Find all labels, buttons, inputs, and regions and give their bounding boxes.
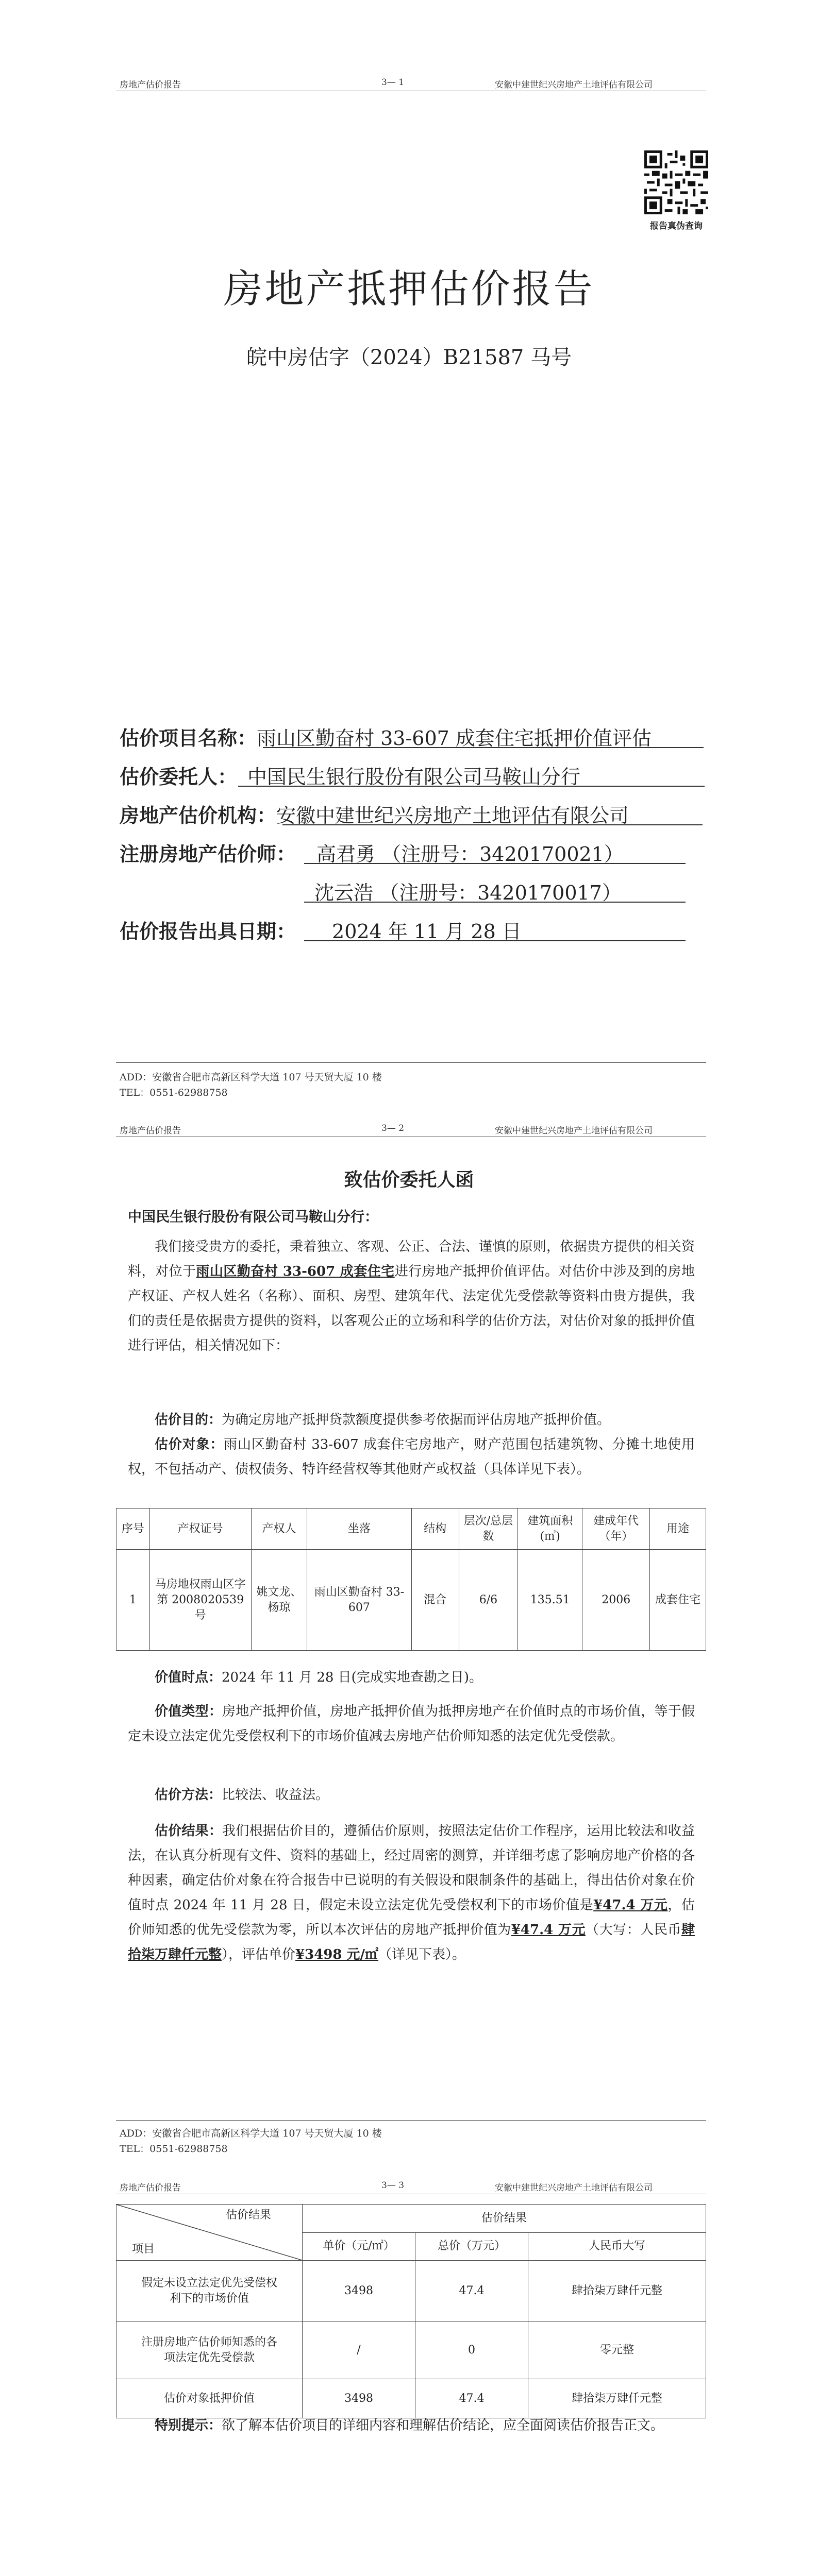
underline [304,902,686,903]
table-row [116,1550,706,1651]
results-table [116,2204,706,2418]
table-cell: 肆拾柒万肆仟元整 [528,2379,706,2418]
report-number: 皖中房估字（2024）B21587 马号 [246,346,572,369]
result-text: （大写：人民币 [586,1922,681,1938]
table-header-cell: 结构 [411,1509,459,1550]
page-header-number: 3— 1 [381,77,405,88]
table-cell: 零元整 [528,2321,706,2379]
method-text: 比较法、收益法。 [222,1787,329,1803]
intro-text-cont: 进行房地产抵押价值评估。对估价中涉及到的房地产权证、产权人姓名（名称）、面积、房型、建筑年代、法定优先受偿款等资料由贵方提供，我们的责任是依据贵方提供的资料，以客观公正的立场和科学的估价方法，对估价对象的抵押价值进行评估，相关情况如下： [128,1264,695,1353]
table-header-cell: 产权证号 [149,1509,251,1550]
result-text: 我们根据估价目的，遵循估价原则，按照法定估价工作程序，运用比较法和收益法，在认真分析现有文件、资料的基础上，经过周密的测算，并详细考虑了影响房地产价格的各种因素，确定估价对象在符合报告中已说明的有关假设和限制条件的基础上，得出估价对象在价值时点 2024 年 11 月 28 日，假定未设立法定优先受偿权利下的市场价值是 [128,1823,695,1913]
agency-label: 房地产估价机构： [120,804,277,827]
letter-paragraph-intro [128,1234,695,1358]
report-title: 房地产抵押估价报告 [223,266,595,312]
underline [304,940,686,941]
underline [304,863,686,864]
qr-code-label: 报告真伪查询 [650,221,703,231]
value-date-label: 价值时点： [155,1670,222,1685]
notice-text: 欲了解本估价项目的详细内容和理解估价结论，应全面阅读估价报告正文。 [222,2418,664,2433]
purpose-paragraph [128,1408,695,1432]
table-cell: 估价对象抵押价值 [116,2379,303,2418]
client-value: 中国民生银行股份有限公司马鞍山分行 [247,766,581,788]
results-table-header [116,2205,706,2233]
table-cell: 47.4 [415,2379,528,2418]
table-header-cell: 序号 [116,1509,150,1550]
underline [238,786,705,787]
page-header-company: 安徽中建世纪兴房地产土地评估有限公司 [495,1126,653,1136]
appraiser-label: 注册房地产估价师： [120,842,296,866]
page-header-company: 安徽中建世纪兴房地产土地评估有限公司 [495,80,653,90]
table-cell: 3498 [303,2261,415,2321]
footer-rule [116,2120,706,2121]
footer-tel: TEL：0551-62988758 [120,1087,228,1098]
property-table-header [116,1509,706,1550]
table-cell: 注册房地产估价师知悉的各项法定优先受偿款 [116,2321,303,2379]
page-header-left: 房地产估价报告 [120,2183,181,2193]
result-text: ），评估单价 [222,1947,296,1962]
page-header-company: 安徽中建世纪兴房地产土地评估有限公司 [495,2183,653,2193]
value-type-paragraph [128,1699,695,1749]
date-value: 2024 年 11 月 28 日 [332,920,522,943]
table-cell: 3498 [303,2379,415,2418]
notice-paragraph [128,2413,695,2438]
page-header-left: 房地产估价报告 [120,1126,181,1136]
market-value: ¥47.4 万元 [593,1897,668,1913]
client-label: 估价委托人： [120,765,238,788]
table-cell: 0 [415,2321,528,2379]
appraiser-1: 高君勇 （注册号：3420170021） [316,843,624,866]
table-cell: 马房地权雨山区字第 2008020539 号 [149,1550,251,1651]
method-label: 估价方法： [155,1787,222,1803]
letter-title: 致估价委托人函 [344,1169,474,1191]
purpose-label: 估价目的： [155,1412,222,1428]
qr-code-icon[interactable] [644,150,708,214]
date-label: 估价报告出具日期： [120,920,296,943]
property-location: 雨山区勤奋村 33-607 成套住宅 [196,1264,395,1279]
object-text: 雨山区勤奋村 33-607 成套住宅房地产，财产范围包括建筑物、分摊土地使用权，不包括动产、债权债务、特许经营权等其他财产或权益（具体详见下表）。 [128,1437,695,1477]
underline [282,824,703,825]
table-header-cell: 产权人 [251,1509,307,1550]
result-text: （详见下表）。 [378,1947,466,1962]
table-cell: 姚文龙、杨琼 [251,1550,307,1651]
footer-address: ADD：安徽省合肥市高新区科学大道 107 号天贸大厦 10 楼 [120,2128,382,2139]
object-paragraph [128,1432,695,1482]
project-name-row [120,722,652,751]
letter-salutation: 中国民生银行股份有限公司马鞍山分行： [128,1209,378,1225]
table-header-cell: 建成年代（年） [582,1509,650,1550]
footer-rule [116,1062,706,1063]
table-header-cell: 建筑面积(㎡) [518,1509,582,1550]
unit-price: ¥3498 元/㎡ [295,1947,379,1962]
table-header-cell: 单价（元/㎡） [303,2232,415,2261]
table-cell: 47.4 [415,2261,528,2321]
underline [263,747,704,748]
page-header-number: 3— 2 [381,1123,405,1133]
page-header-left: 房地产估价报告 [120,80,181,90]
table-cell: 135.51 [518,1550,582,1651]
result-paragraph [128,1819,695,1967]
table-cell: 成套住宅 [650,1550,706,1651]
table-cell: 雨山区勤奋村 33-607 [307,1550,411,1651]
table-cell: / [303,2321,415,2379]
table-header-cell: 层次/总层数 [459,1509,517,1550]
result-label: 估价结果： [155,1823,223,1839]
method-paragraph [128,1783,695,1807]
result-text: ，估价师知悉的优先受偿款为零，所以本次评估的房地产抵押价值为 [128,1897,695,1938]
appraiser-2: 沈云浩 （注册号：3420170017） [314,882,622,904]
table-corner-cell [116,2205,303,2261]
table-cell: 2006 [582,1550,650,1651]
appraiser-row [120,838,624,867]
table-cell: 1 [116,1550,150,1651]
footer-address: ADD：安徽省合肥市高新区科学大道 107 号天贸大厦 10 楼 [120,1072,382,1083]
corner-label-top: 估价结果 [225,2209,271,2222]
agency-value: 安徽中建世纪兴房地产土地评估有限公司 [276,804,629,827]
notice-label: 特别提示： [155,2418,222,2433]
page-header-number: 3— 3 [381,2180,405,2191]
mortgage-value-capital: 肆拾柒万肆仟元整 [128,1922,695,1962]
table-header-cell: 人民币大写 [528,2232,706,2261]
project-name-label: 估价项目名称： [120,726,257,750]
value-type-label: 价值类型： [155,1704,223,1719]
value-type-text: 房地产抵押价值，房地产抵押价值为抵押房地产在价值时点的市场价值，等于假定未设立法定优先受偿权利下的市场价值减去房地产估价师知悉的法定优先受偿款。 [128,1704,695,1744]
table-cell: 肆拾柒万肆仟元整 [528,2261,706,2321]
table-header-cell: 坐落 [307,1509,411,1550]
table-cell: 混合 [411,1550,459,1651]
purpose-text: 为确定房地产抵押贷款额度提供参考依据而评估房地产抵押价值。 [222,1412,611,1428]
client-row [120,761,580,789]
date-row [120,916,522,944]
object-label: 估价对象： [155,1437,224,1452]
intro-text: 我们接受贵方的委托，秉着独立、客观、公正、合法、谨慎的原则，依据贵方提供的相关资料，对位于 [128,1239,695,1279]
table-header-cell: 用途 [650,1509,706,1550]
table-row [116,2321,706,2379]
property-table [116,1508,706,1651]
project-name-value: 雨山区勤奋村 33-607 成套住宅抵押价值评估 [257,727,652,750]
table-header-cell: 总价（万元） [415,2232,528,2261]
table-cell: 假定未设立法定优先受偿权利下的市场价值 [116,2261,303,2321]
table-row [116,2379,706,2418]
corner-label-bottom: 项目 [132,2243,155,2256]
mortgage-value: ¥47.4 万元 [511,1922,586,1938]
table-cell: 6/6 [459,1550,517,1651]
value-date-paragraph [128,1665,695,1690]
table-row [116,2261,706,2321]
table-group-header: 估价结果 [303,2205,706,2233]
footer-tel: TEL：0551-62988758 [120,2143,228,2155]
agency-row [120,800,629,828]
value-date-text: 2024 年 11 月 28 日(完成实地查勘之日)。 [222,1670,482,1685]
